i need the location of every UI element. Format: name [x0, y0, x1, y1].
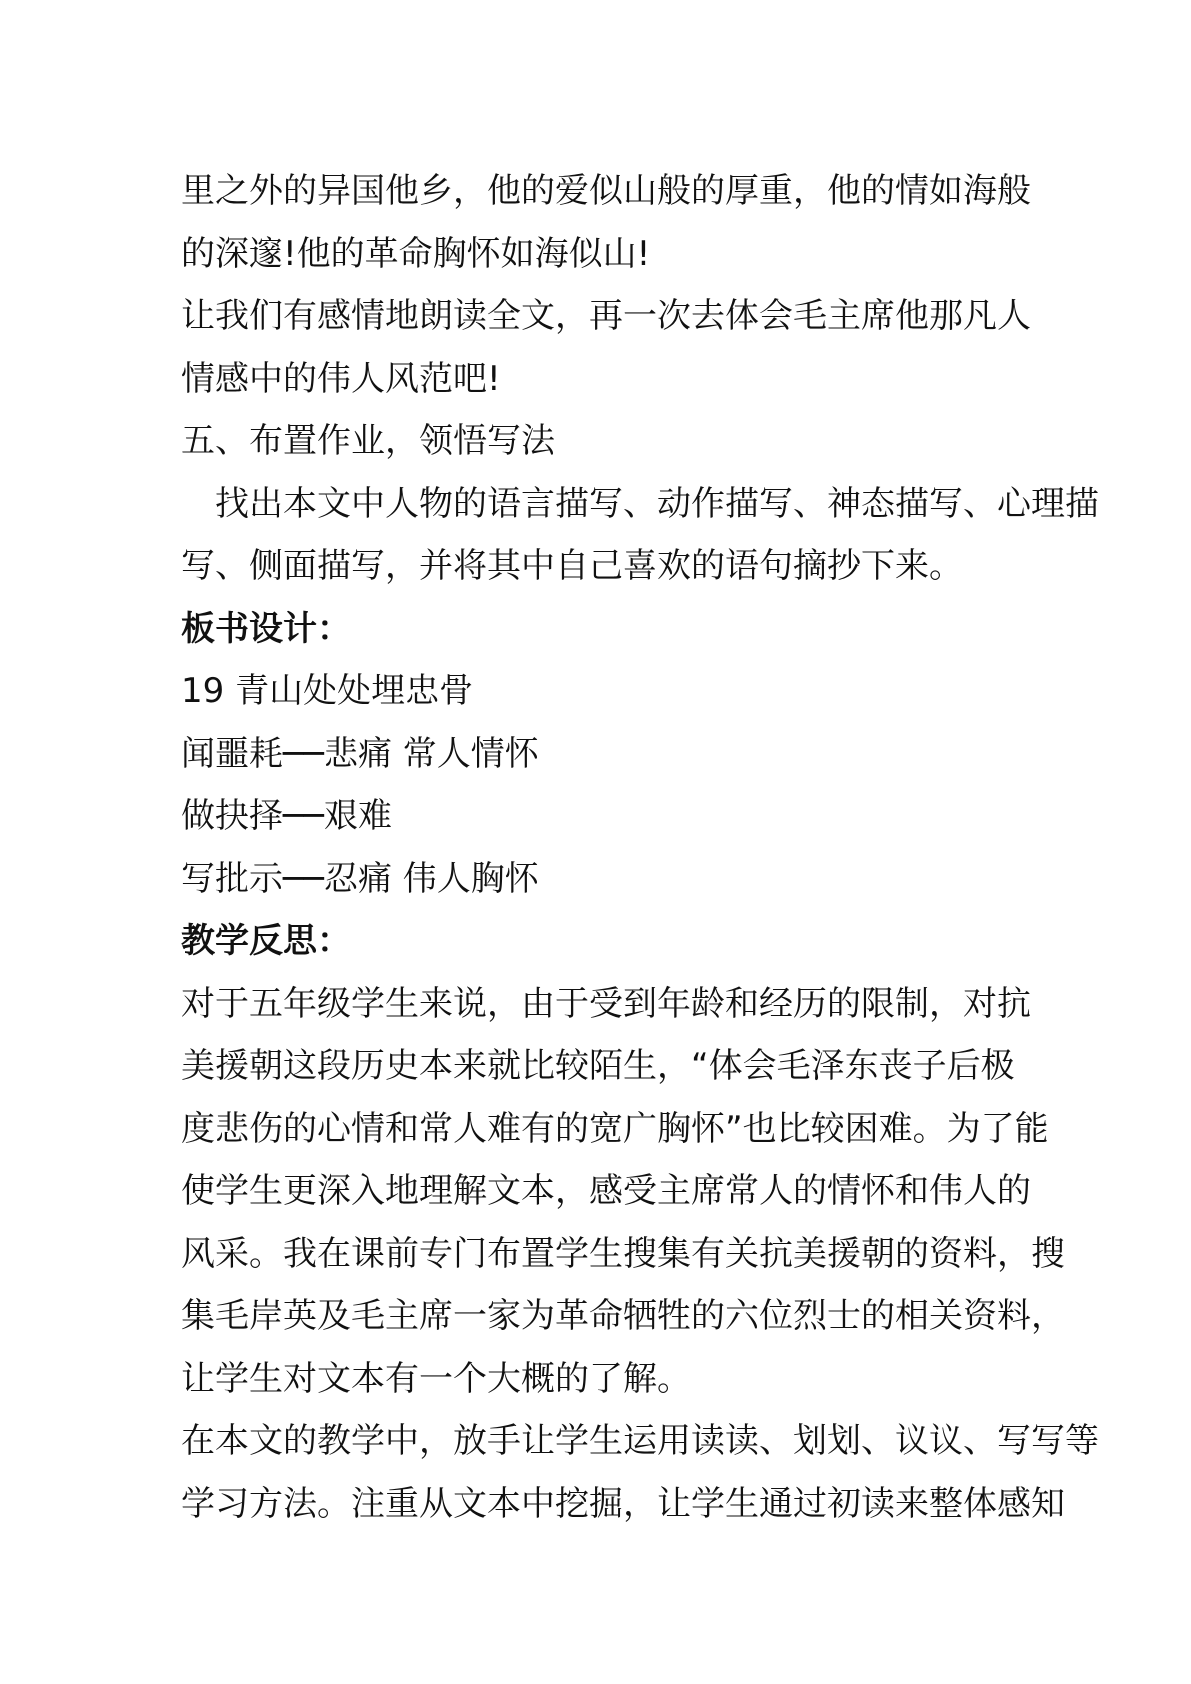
blackboard-line: 19 青山处处埋忠骨 — [181, 671, 474, 711]
paragraph-line: 让学生对文本有一个大概的了解。 — [181, 1358, 691, 1399]
paragraph-line: 的深邃!他的革命胸怀如海似山! — [181, 233, 651, 274]
paragraph-line: 里之外的异国他乡，他的爱似山般的厚重，他的情如海般 — [181, 171, 1031, 211]
paragraph-line: 度悲伤的心情和常人难有的宽广胸怀”也比较困难。为了能 — [181, 1108, 1049, 1149]
paragraph-line: 美援朝这段历史本来就比较陌生，“体会毛泽东丧子后极 — [181, 1046, 1015, 1086]
blackboard-line: 闻噩耗──悲痛 常人情怀 — [181, 733, 539, 774]
paragraph-line: 风采。我在课前专门布置学生搜集有关抗美援朝的资料，搜 — [181, 1233, 1065, 1274]
blackboard-line: 写批示──忍痛 伟人胸怀 — [181, 858, 539, 899]
document-body — [181, 160, 1099, 1535]
blackboard-line: 做抉择──艰难 — [181, 796, 392, 836]
paragraph-line: 让我们有感情地朗读全文，再一次去体会毛主席他那凡人 — [181, 296, 1031, 336]
teaching-reflection-heading: 教学反思： — [181, 921, 351, 961]
blackboard-design-heading: 板书设计： — [181, 608, 351, 649]
paragraph-line: 对于五年级学生来说，由于受到年龄和经历的限制，对抗 — [181, 983, 1031, 1024]
paragraph-line: 在本文的教学中，放手让学生运用读读、划划、议议、写写等 — [181, 1421, 1099, 1461]
paragraph-line: 集毛岸英及毛主席一家为革命牺牲的六位烈士的相关资料， — [181, 1296, 1065, 1336]
paragraph-line: 找出本文中人物的语言描写、动作描写、神态描写、心理描 — [215, 483, 1099, 524]
section-heading: 五、布置作业，领悟写法 — [181, 421, 555, 461]
paragraph-line: 使学生更深入地理解文本，感受主席常人的情怀和伟人的 — [181, 1171, 1031, 1211]
paragraph-line: 学习方法。注重从文本中挖掘，让学生通过初读来整体感知 — [181, 1483, 1065, 1524]
paragraph-line: 写、侧面描写，并将其中自己喜欢的语句摘抄下来。 — [181, 546, 963, 586]
paragraph-line: 情感中的伟人风范吧! — [181, 358, 501, 399]
